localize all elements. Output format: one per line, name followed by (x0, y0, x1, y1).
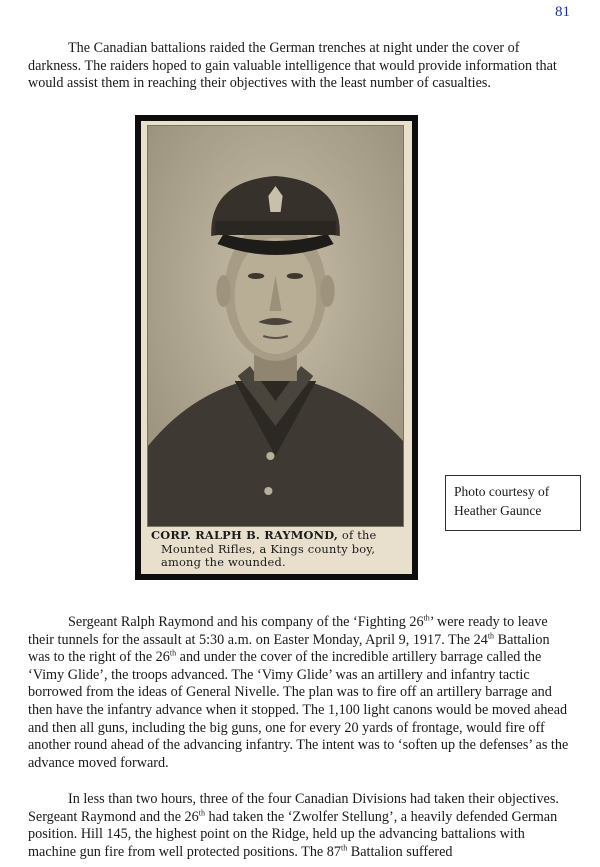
caption-name: CORP. RALPH B. RAYMOND, (151, 528, 339, 542)
portrait-photo (135, 115, 418, 580)
page-number: 81 (555, 4, 570, 20)
caption-line-3: among the wounded. (161, 555, 286, 569)
photo-credit-box (445, 475, 581, 531)
paragraph-assault: Sergeant Ralph Raymond and his company of the ‘Fighting 26th’ were ready to leave their tunnels for the assault at 5:30 a.m. on Easter Monday, April 9, 1917. The 24th Battalion was to the right of the 26th and under the cover of the incredible artillery barrage called the ‘Vimy Glide’, the troops advanced. The ‘Vimy Glide’ was an artillery and infantry tactic borrowed from the ideas of General Nivelle. The plan was to fire off an artillery barrage and then have the infantry advance when it stopped. The 1,100 light canons would be moved ahead and then all guns, including the big guns, one for every 20 yards of frontage, would fire off another round ahead of the advancing infantry. The intent was to ‘soften up the defenses’ as the advance moved forward. (28, 613, 569, 771)
credit-line-2: Heather Gaunce (454, 503, 542, 518)
newspaper-clipping (141, 121, 412, 574)
photo-caption (149, 529, 406, 570)
caption-line-1-rest: of the (338, 528, 377, 542)
paragraph-intro: The Canadian battalions raided the German trenches at night under the cover of darkness. The raiders hoped to gain valuable intelligence that would provide information that would assist them in reaching their objectives with the least number of casualties. (28, 40, 557, 92)
paragraph-objectives: In less than two hours, three of the four Canadian Divisions had taken their objectives. Sergeant Raymond and the 26th had taken the ‘Zwolfer Stellung’, a heavily defended German position. Hill 145, the highest point on the Ridge, held up the advancing battalions with machine gun fire from well protected positions. The 87th Battalion suffered (28, 791, 559, 860)
soldier-portrait-image (147, 125, 404, 527)
credit-line-1: Photo courtesy of (454, 484, 550, 499)
caption-line-2: Mounted Rifles, a Kings county boy, (161, 541, 376, 556)
